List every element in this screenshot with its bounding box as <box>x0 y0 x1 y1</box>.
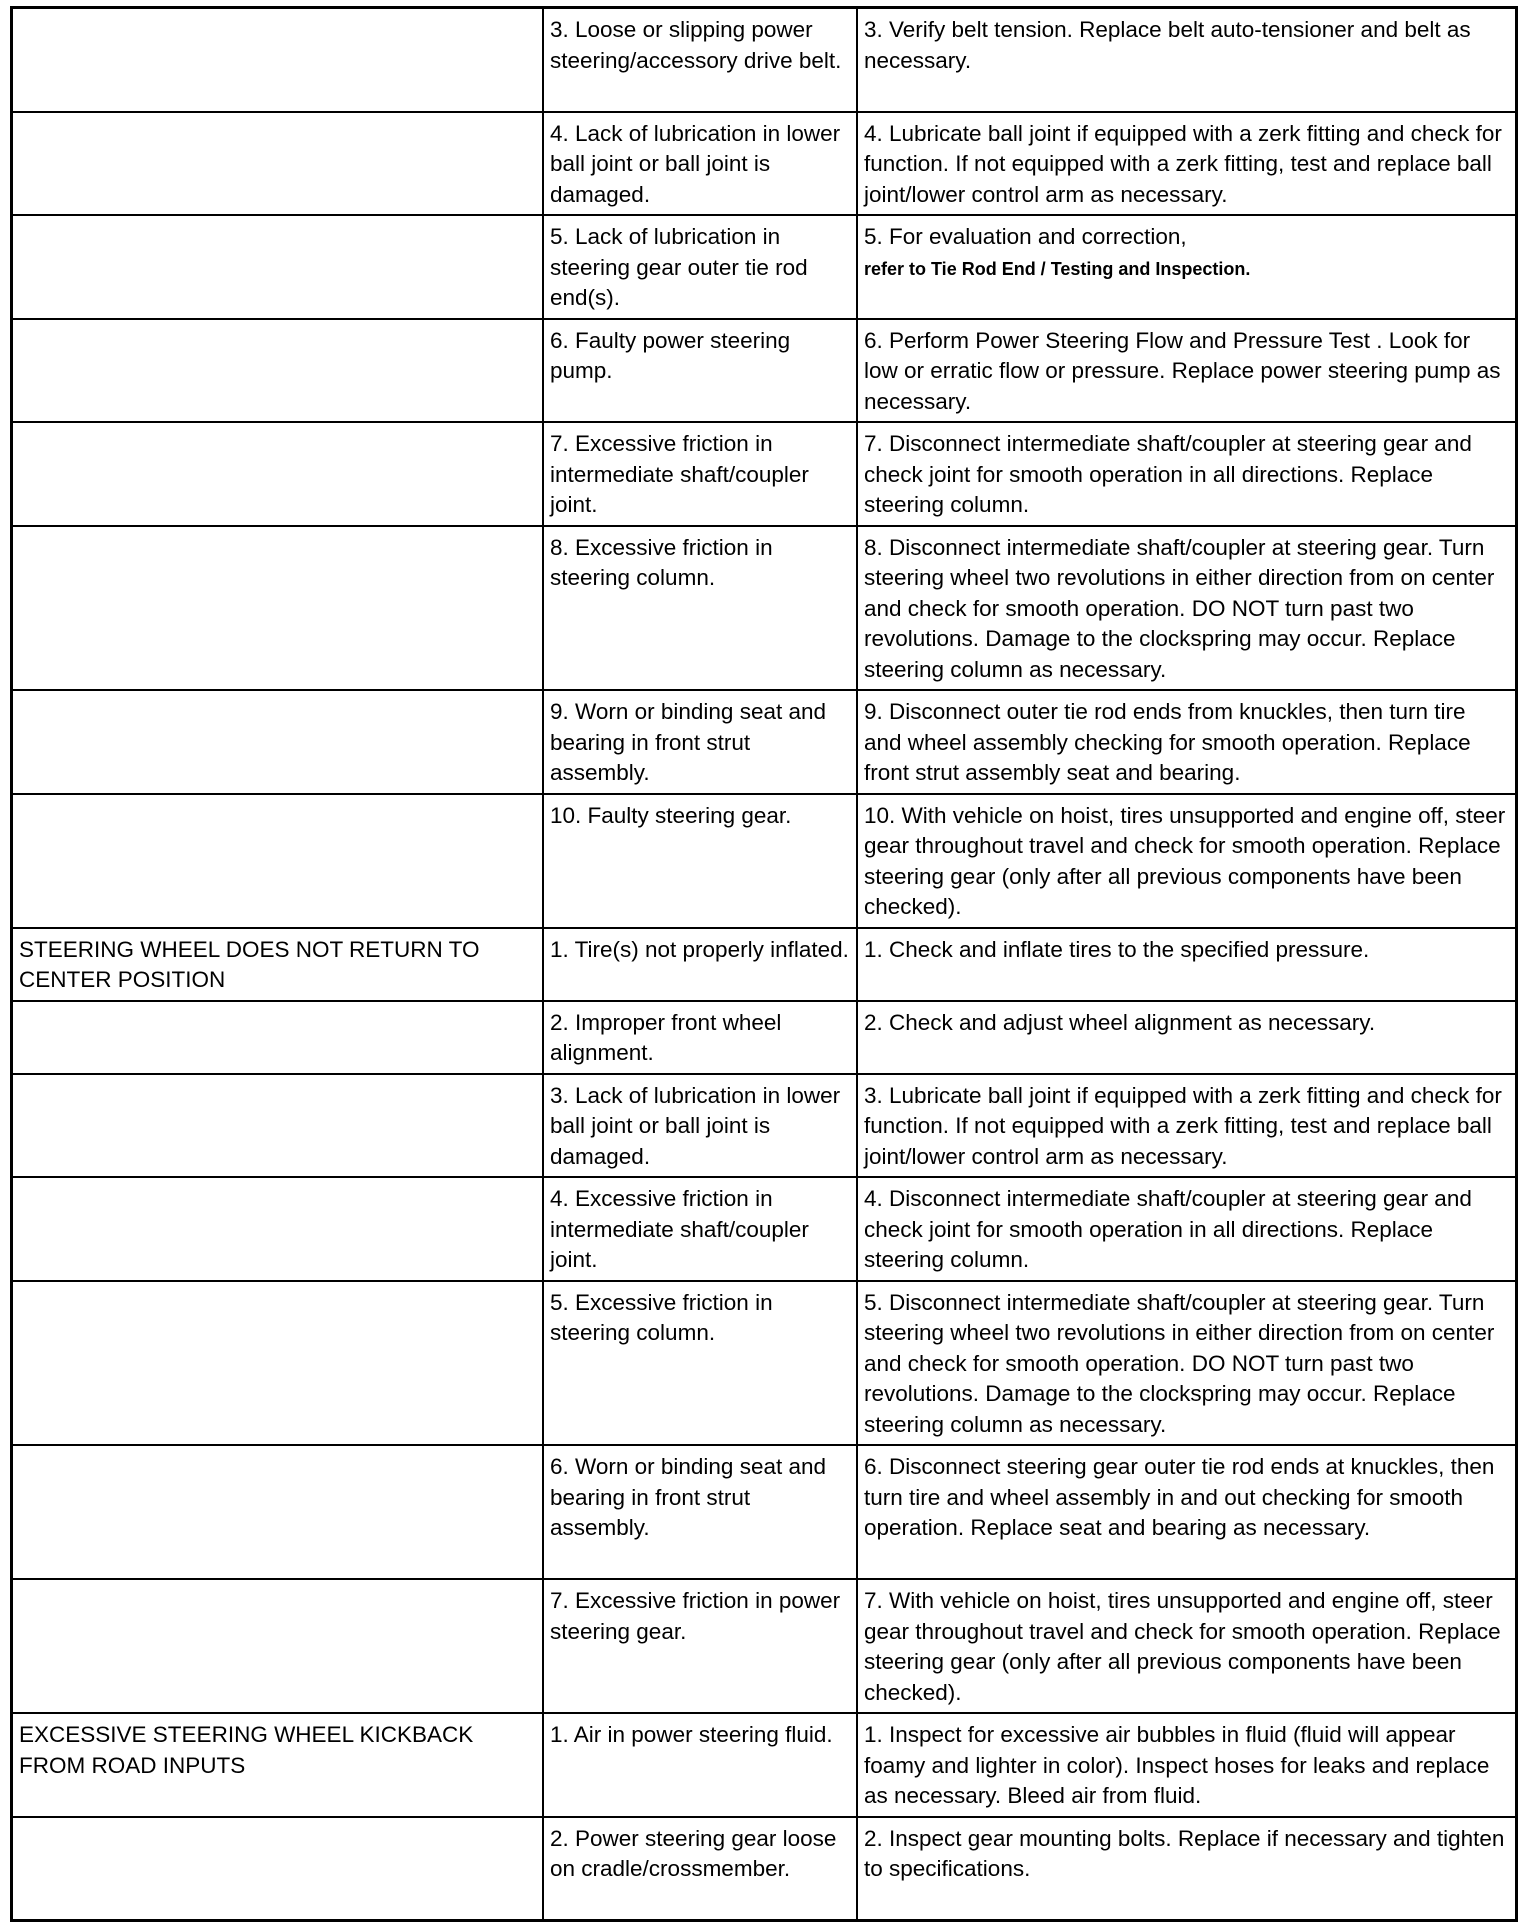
condition-cell: STEERING WHEEL DOES NOT RETURN TO CENTER POSITION <box>12 928 544 1001</box>
correction-cell: 2. Inspect gear mounting bolts. Replace if necessary and tighten to specifications. <box>857 1817 1517 1921</box>
condition-cell <box>12 690 544 794</box>
table-row <box>12 422 1517 526</box>
condition-cell <box>12 1817 544 1921</box>
cause-cell: 5. Excessive friction in steering column. <box>543 1281 857 1446</box>
cause-cell: 7. Excessive friction in power steering gear. <box>543 1579 857 1713</box>
correction-cell: 4. Lubricate ball joint if equipped with a zerk fitting and check for function. If not equipped with a zerk fitting, test and replace ball joint/lower control arm as necessary. <box>857 112 1517 216</box>
correction-cell: 8. Disconnect intermediate shaft/coupler at steering gear. Turn steering wheel two revolutions in either direction from on center and check for smooth operation. DO NOT turn past two revolutions. Damage to the clockspring may occur. Replace steering column as necessary. <box>857 526 1517 691</box>
cause-cell: 6. Faulty power steering pump. <box>543 319 857 423</box>
condition-cell <box>12 215 544 319</box>
table-row <box>12 794 1517 928</box>
cause-cell: 6. Worn or binding seat and bearing in front strut assembly. <box>543 1445 857 1579</box>
correction-cell: 7. Disconnect intermediate shaft/coupler at steering gear and check joint for smooth operation in all directions. Replace steering column. <box>857 422 1517 526</box>
correction-cell: 6. Disconnect steering gear outer tie rod ends at knuckles, then turn tire and wheel assembly in and out checking for smooth operation. Replace seat and bearing as necessary. <box>857 1445 1517 1579</box>
cause-cell: 5. Lack of lubrication in steering gear outer tie rod end(s). <box>543 215 857 319</box>
correction-cell: 4. Disconnect intermediate shaft/coupler at steering gear and check joint for smooth operation in all directions. Replace steering column. <box>857 1177 1517 1281</box>
diagnosis-table-page <box>10 6 1512 1922</box>
condition-cell <box>12 1177 544 1281</box>
table-row <box>12 928 1517 1001</box>
correction-cell: 2. Check and adjust wheel alignment as necessary. <box>857 1001 1517 1074</box>
condition-cell <box>12 422 544 526</box>
correction-cell <box>857 215 1517 319</box>
condition-cell <box>12 1579 544 1713</box>
correction-cell: 9. Disconnect outer tie rod ends from knuckles, then turn tire and wheel assembly checking for smooth operation. Replace front strut assembly seat and bearing. <box>857 690 1517 794</box>
table-row <box>12 690 1517 794</box>
table-row <box>12 319 1517 423</box>
cause-cell: 2. Power steering gear loose on cradle/crossmember. <box>543 1817 857 1921</box>
condition-cell <box>12 1445 544 1579</box>
condition-cell <box>12 794 544 928</box>
correction-cell: 5. Disconnect intermediate shaft/coupler at steering gear. Turn steering wheel two revolutions in either direction from on center and check for smooth operation. DO NOT turn past two revolutions. Damage to the clockspring may occur. Replace steering column as necessary. <box>857 1281 1517 1446</box>
cause-cell: 4. Lack of lubrication in lower ball joint or ball joint is damaged. <box>543 112 857 216</box>
cause-cell: 8. Excessive friction in steering column. <box>543 526 857 691</box>
condition-cell <box>12 319 544 423</box>
cause-cell: 3. Lack of lubrication in lower ball joint or ball joint is damaged. <box>543 1074 857 1178</box>
correction-reference: refer to Tie Rod End / Testing and Inspection. <box>864 258 1251 279</box>
table-row <box>12 1817 1517 1921</box>
cause-cell: 7. Excessive friction in intermediate shaft/coupler joint. <box>543 422 857 526</box>
condition-cell <box>12 526 544 691</box>
cause-cell: 10. Faulty steering gear. <box>543 794 857 928</box>
correction-cell: 3. Lubricate ball joint if equipped with a zerk fitting and check for function. If not equipped with a zerk fitting, test and replace ball joint/lower control arm as necessary. <box>857 1074 1517 1178</box>
diagnosis-table <box>10 6 1518 1922</box>
cause-cell: 4. Excessive friction in intermediate shaft/coupler joint. <box>543 1177 857 1281</box>
condition-cell: EXCESSIVE STEERING WHEEL KICKBACK FROM ROAD INPUTS <box>12 1713 544 1817</box>
table-row <box>12 1713 1517 1817</box>
condition-cell <box>12 8 544 112</box>
correction-cell: 1. Check and inflate tires to the specified pressure. <box>857 928 1517 1001</box>
correction-cell: 10. With vehicle on hoist, tires unsupported and engine off, steer gear throughout travel and check for smooth operation. Replace steering gear (only after all previous components have been checked). <box>857 794 1517 928</box>
condition-cell <box>12 112 544 216</box>
cause-cell: 9. Worn or binding seat and bearing in front strut assembly. <box>543 690 857 794</box>
table-row <box>12 112 1517 216</box>
cause-cell: 3. Loose or slipping power steering/accessory drive belt. <box>543 8 857 112</box>
condition-cell <box>12 1281 544 1446</box>
correction-text: 5. For evaluation and correction, <box>864 224 1187 249</box>
table-row <box>12 1281 1517 1446</box>
condition-cell <box>12 1074 544 1178</box>
table-row <box>12 8 1517 112</box>
table-row <box>12 215 1517 319</box>
table-row <box>12 526 1517 691</box>
table-row <box>12 1579 1517 1713</box>
correction-cell: 6. Perform Power Steering Flow and Pressure Test . Look for low or erratic flow or pressure. Replace power steering pump as necessary. <box>857 319 1517 423</box>
table-row <box>12 1001 1517 1074</box>
correction-cell: 3. Verify belt tension. Replace belt auto-tensioner and belt as necessary. <box>857 8 1517 112</box>
table-row <box>12 1074 1517 1178</box>
correction-cell: 1. Inspect for excessive air bubbles in fluid (fluid will appear foamy and lighter in color). Inspect hoses for leaks and replace as necessary. Bleed air from fluid. <box>857 1713 1517 1817</box>
cause-cell: 1. Tire(s) not properly inflated. <box>543 928 857 1001</box>
table-row <box>12 1177 1517 1281</box>
condition-cell <box>12 1001 544 1074</box>
table-row <box>12 1445 1517 1579</box>
cause-cell: 2. Improper front wheel alignment. <box>543 1001 857 1074</box>
correction-cell: 7. With vehicle on hoist, tires unsupported and engine off, steer gear throughout travel and check for smooth operation. Replace steering gear (only after all previous components have been checked). <box>857 1579 1517 1713</box>
cause-cell: 1. Air in power steering fluid. <box>543 1713 857 1817</box>
